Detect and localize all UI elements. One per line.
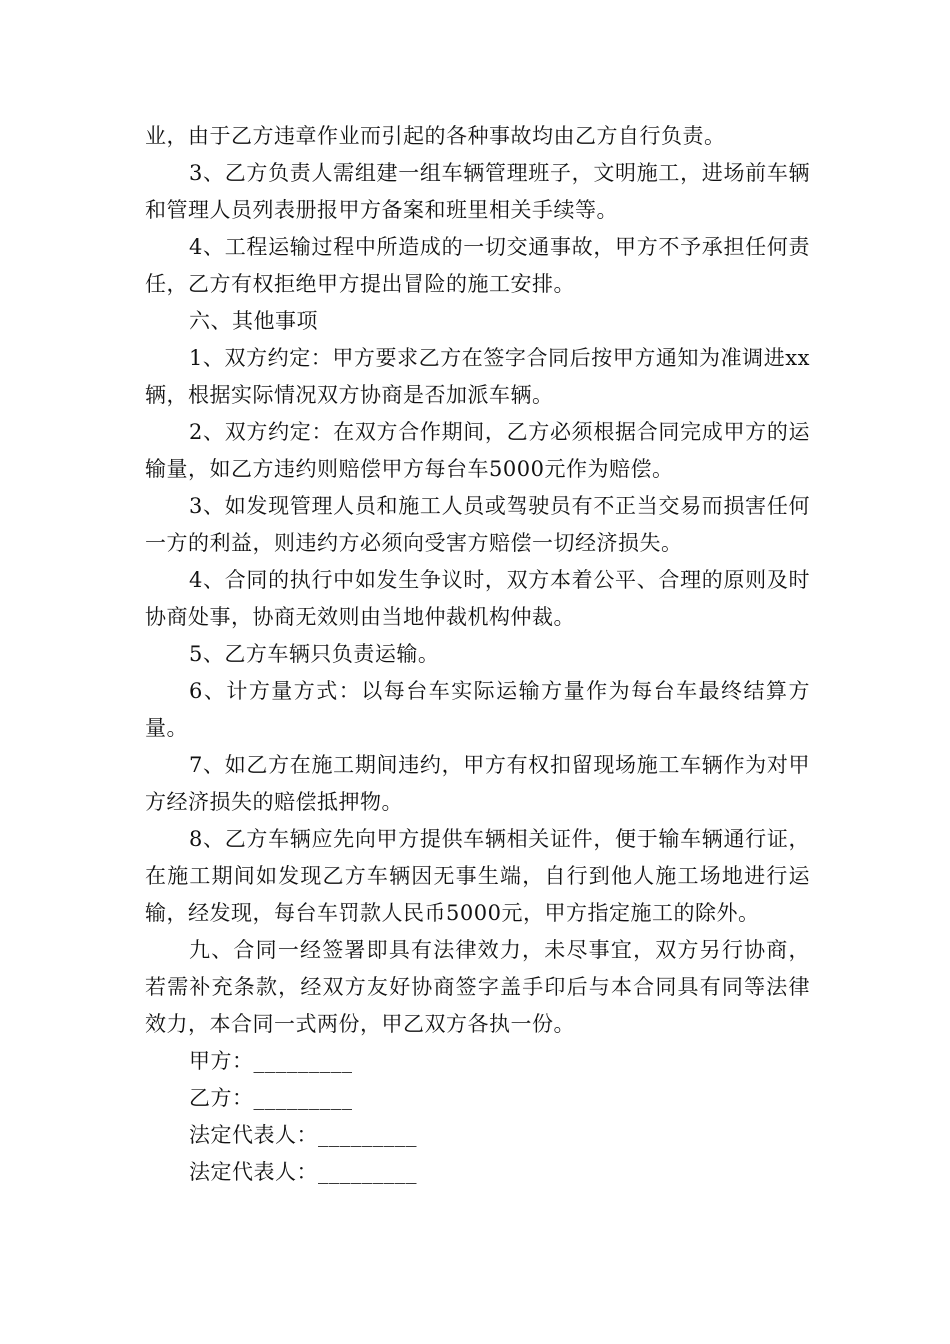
signature-legal-rep-2: 法定代表人：_________ [189,1160,417,1184]
signature-party-a: 甲方：_________ [189,1049,353,1073]
clause-4-traffic-accidents: 4、工程运输过程中所造成的一切交通事故，甲方不予承担任何责任，乙方有权拒绝甲方提出冒险的施工安排。 [145,235,810,296]
other-clause-7: 7、如乙方在施工期间违约，甲方有权扣留现场施工车辆作为对甲方经济损失的赔偿抵押物。 [145,753,810,814]
signature-party-b: 乙方：_________ [189,1086,353,1110]
section-nine-effectiveness: 九、合同一经签署即具有法律效力，未尽事宜，双方另行协商，若需补充条款，经双方友好协商签字盖手印后与本合同具有同等法律效力，本合同一式两份，甲乙双方各执一份。 [145,938,810,1036]
other-clause-3: 3、如发现管理人员和施工人员或驾驶员有不正当交易而损害任何一方的利益，则违约方必须向受害方赔偿一切经济损失。 [145,494,810,555]
other-clause-8: 8、乙方车辆应先向甲方提供车辆相关证件，便于输车辆通行证，在施工期间如发现乙方车辆因无事生端，自行到他人施工场地进行运输，经发现，每台车罚款人民币5000元，甲方指定施工的除外。 [145,827,810,925]
other-clause-5: 5、乙方车辆只负责运输。 [189,642,440,666]
other-clause-4: 4、合同的执行中如发生争议时，双方本着公平、合理的原则及时协商处事，协商无效则由当地仲裁机构仲裁。 [145,568,810,629]
other-clause-6: 6、计方量方式：以每台车实际运输方量作为每台车最终结算方量。 [145,679,810,740]
paragraph-continuation: 业，由于乙方违章作业而引起的各种事故均由乙方自行负责。 [145,124,726,148]
clause-3-vehicle-management: 3、乙方负责人需组建一组车辆管理班子，文明施工，进场前车辆和管理人员列表册报甲方备案和班里相关手续等。 [145,161,810,222]
other-clause-1: 1、双方约定：甲方要求乙方在签字合同后按甲方通知为准调进xx辆，根据实际情况双方协商是否加派车辆。 [145,346,810,407]
section-heading-other-matters: 六、其他事项 [189,309,318,333]
signature-block [145,1043,810,1191]
other-clause-2: 2、双方约定：在双方合作期间，乙方必须根据合同完成甲方的运输量，如乙方违约则赔偿甲方每台车5000元作为赔偿。 [145,420,810,481]
document-page [145,118,810,1191]
signature-legal-rep-1: 法定代表人：_________ [189,1123,417,1147]
